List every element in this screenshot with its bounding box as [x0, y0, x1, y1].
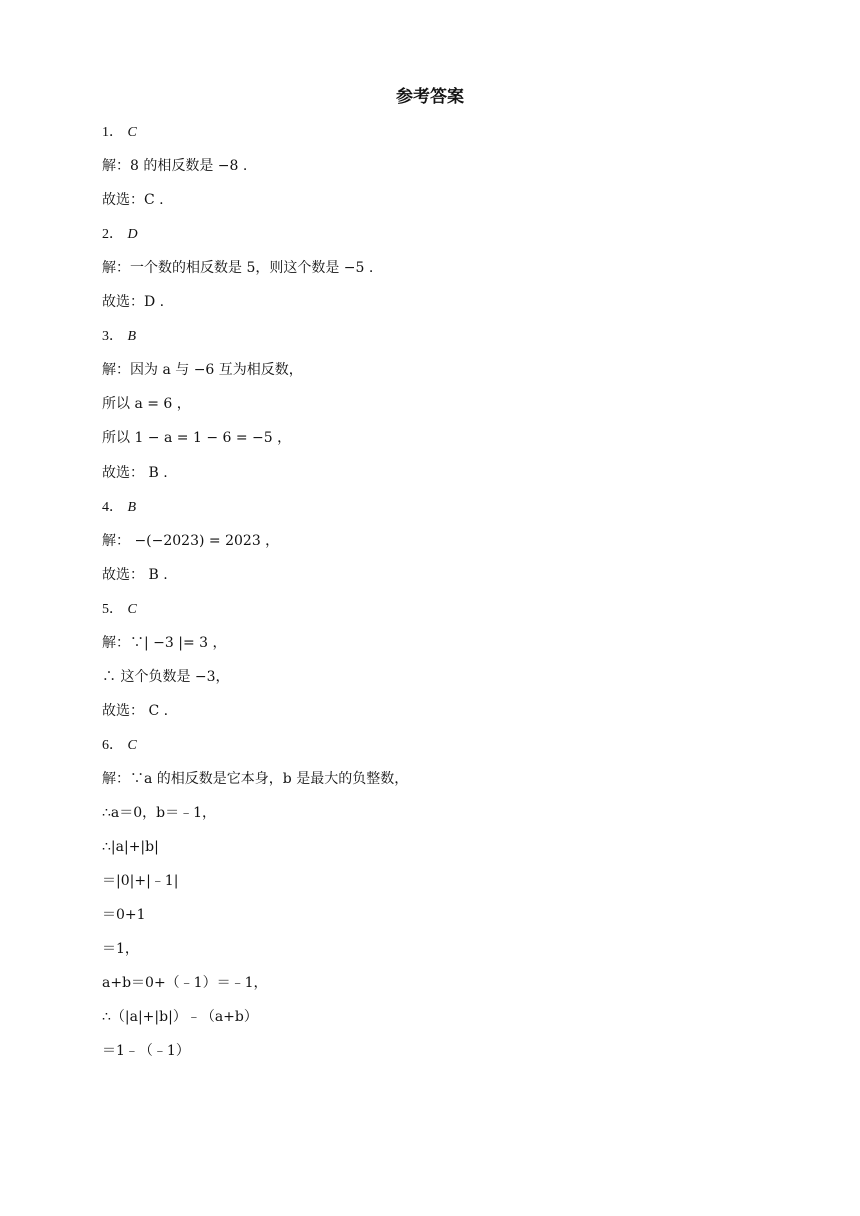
answer-letter: C: [127, 125, 137, 140]
question-number: 6．: [102, 738, 123, 753]
solution-text-line: 解：8 的相反数是 −8 .: [102, 158, 248, 174]
answer-key-line: [102, 326, 136, 347]
solution-text-line: 故选： B .: [102, 465, 168, 481]
solution-text-line: ∴|a|+|b|: [102, 839, 159, 855]
solution-text-line: ∴（|a|+|b|）﹣（a+b）: [102, 1009, 258, 1025]
question-number: 5．: [102, 602, 123, 617]
solution-text-line: 解：因为 a 与 −6 互为相反数，: [102, 362, 303, 378]
solution-text-line: 故选： C .: [102, 703, 169, 719]
solution-text-line: 解：∵| −3 |= 3 ，: [102, 635, 227, 651]
answer-key-line: [102, 497, 136, 518]
solution-text-line: a+b＝0+（﹣1）＝﹣1，: [102, 975, 268, 991]
solution-text-line: 解：∵a 的相反数是它本身，b 是最大的负整数，: [102, 771, 409, 787]
solution-text-line: 解： −(−2023) = 2023 ，: [102, 533, 280, 549]
solution-text-line: 故选：C .: [102, 192, 164, 208]
solution-text-line: ＝1，: [102, 941, 139, 957]
answer-key-line: [102, 735, 137, 756]
question-number: 3．: [102, 329, 123, 344]
solution-text-line: ＝1﹣（﹣1）: [102, 1043, 190, 1059]
answer-letter: C: [127, 738, 137, 753]
answer-letter: B: [127, 500, 137, 515]
question-number: 4．: [102, 500, 123, 515]
answer-key-line: [102, 122, 137, 143]
solution-text-line: 故选：D .: [102, 294, 165, 310]
solution-text-line: ＝|0|+|﹣1|: [102, 873, 179, 889]
answer-letter: D: [127, 227, 138, 242]
solution-text-line: 解：一个数的相反数是 5，则这个数是 −5 .: [102, 260, 374, 276]
question-number: 2．: [102, 227, 123, 242]
question-number: 1．: [102, 125, 123, 140]
solution-text-line: ∴a＝0，b＝﹣1，: [102, 805, 217, 821]
solution-text-line: 所以 1 − a = 1 − 6 = −5 ，: [102, 430, 292, 446]
solution-text-line: ∴ 这个负数是 −3，: [102, 669, 230, 685]
answer-key-line: [102, 224, 138, 245]
answer-letter: B: [127, 329, 137, 344]
answer-key-line: [102, 599, 137, 620]
answer-letter: C: [127, 602, 137, 617]
solution-text-line: ＝0+1: [102, 907, 146, 923]
page-title: 参考答案: [396, 87, 464, 107]
solution-text-line: 故选： B .: [102, 567, 168, 583]
solution-text-line: 所以 a = 6 ，: [102, 396, 191, 412]
